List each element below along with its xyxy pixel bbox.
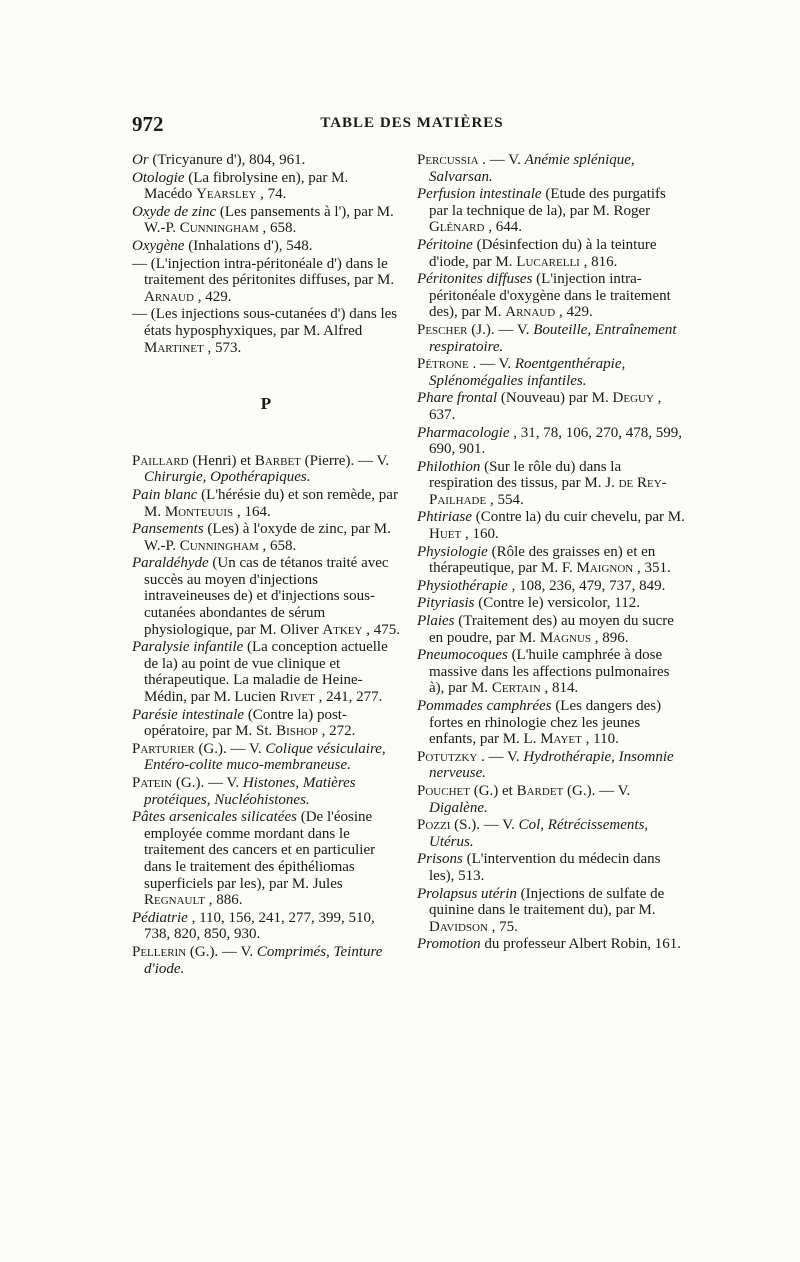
entry-text: . — V. xyxy=(481,748,524,765)
index-entry xyxy=(132,775,400,808)
entry-text: , 644. xyxy=(488,219,522,236)
entry-text: (Les pansements à l'), par M. W.-P. xyxy=(144,203,394,237)
entry-text: (Désinfection du) à la teinture d'iode, par M. xyxy=(429,236,657,270)
index-entry xyxy=(132,521,400,554)
index-column-right xyxy=(417,152,685,954)
entry-term: Colique vésiculaire, Entéro-colite muco-membraneuse. xyxy=(144,740,386,774)
entry-term: Anémie splénique, Salvarsan. xyxy=(429,152,635,185)
entry-text: (S.). — V. xyxy=(454,817,519,834)
entry-text: , 108, 236, 479, 737, 849. xyxy=(511,577,666,594)
author-name: Certain xyxy=(491,680,541,697)
index-entry xyxy=(417,544,685,577)
entry-term: Bouteille, Entraînement respiratoire. xyxy=(429,321,677,355)
entry-text: — (Les injections sous-cutanées d') dans les états hyposphyxiques, par M. Alfred xyxy=(132,306,398,339)
author-name: de Rey-Pailhade xyxy=(429,475,667,508)
entry-term: Phtiriase xyxy=(417,509,472,526)
entry-text: , 110. xyxy=(585,731,619,748)
index-entry xyxy=(417,271,685,321)
entry-text: (Contre la) du cuir chevelu, par M. xyxy=(475,509,685,526)
index-entry xyxy=(132,204,400,237)
entry-text: P xyxy=(260,394,272,414)
entry-text: , 814. xyxy=(544,680,579,697)
entry-term: Comprimés, Teinture d'iode. xyxy=(144,943,383,977)
entry-text: , 573. xyxy=(207,339,242,356)
entry-text: (Les) à l'oxyde de zinc, par M. W.-P. xyxy=(144,521,391,554)
entry-term: Parésie intestinale xyxy=(132,706,245,723)
index-entry xyxy=(132,152,400,169)
entry-term: Promotion xyxy=(417,936,481,953)
entry-text: , 31, 78, 106, 270, 478, 599, 690, 901. xyxy=(429,424,682,458)
entry-text: , 75. xyxy=(491,918,518,935)
entry-text: (G.). — V. xyxy=(175,775,243,791)
entry-text: , 896. xyxy=(594,629,629,646)
entry-term: Paralysie infantile xyxy=(132,639,244,656)
page-number: 972 xyxy=(132,112,164,136)
author-name: Pétrone xyxy=(417,356,469,373)
index-entry xyxy=(417,509,685,542)
entry-term: Physiothérapie xyxy=(417,577,508,594)
author-name: Rivet xyxy=(279,689,315,706)
author-name: Martinet xyxy=(144,339,204,356)
entry-text: , 886. xyxy=(208,892,243,909)
index-entry xyxy=(417,152,685,185)
author-name: Paillard xyxy=(132,452,189,469)
index-entry xyxy=(417,595,685,612)
author-name: Mayet xyxy=(540,731,582,748)
author-name: Huet xyxy=(429,526,462,543)
entry-text: (Contre la) post-opératoire, par M. St. xyxy=(144,706,347,740)
entry-term: Pityriasis xyxy=(417,595,475,612)
entry-text: , 351. xyxy=(637,560,671,577)
index-entry xyxy=(132,707,400,740)
entry-term: Pommades camphrées xyxy=(417,698,552,714)
index-entry xyxy=(417,390,685,423)
entry-text: (La fibrolysine en), par M. Macédo xyxy=(144,169,349,203)
index-column-left xyxy=(132,152,400,978)
author-name: Parturier xyxy=(132,740,195,757)
entry-term: Chirurgie, Opothérapiques. xyxy=(144,469,311,486)
index-entry xyxy=(132,306,400,356)
index-entry xyxy=(417,578,685,595)
author-name: Yearsley xyxy=(196,186,257,203)
index-entry xyxy=(417,698,685,748)
entry-text: (Etude des purgatifs par la technique de la), par M. Roger xyxy=(429,186,666,219)
entry-text: (La conception actuelle de la) au point de vue clinique et thérapeutique. La maladie de Heine-Médin, par M. Lucien xyxy=(144,639,388,706)
section-letter xyxy=(132,396,400,413)
index-entry xyxy=(417,851,685,884)
entry-text: , 429. xyxy=(558,304,593,321)
index-entry xyxy=(132,238,400,255)
author-name: Pozzi xyxy=(417,817,451,834)
entry-text: (G.). — V. xyxy=(198,740,266,757)
entry-term: Prisons xyxy=(417,851,463,868)
entry-term: Péritonites diffuses xyxy=(417,271,533,288)
entry-text: (L'hérésie du) et son remède, par M. xyxy=(144,486,398,520)
author-name: Cunningham xyxy=(179,220,259,237)
entry-text: du professeur Albert Robin, 161. xyxy=(484,936,682,953)
entry-term: Prolapsus utérin xyxy=(417,885,517,902)
entry-term: Otologie xyxy=(132,169,185,186)
entry-term: Col, Rétrécissements, Utérus. xyxy=(429,817,649,850)
entry-text: , 272. xyxy=(321,723,356,740)
index-entry xyxy=(132,453,400,486)
index-entry xyxy=(417,237,685,270)
author-name: Arnaud xyxy=(505,304,556,321)
author-name: Pellerin xyxy=(132,943,187,960)
index-entry xyxy=(132,910,400,943)
entry-term: Perfusion intestinale xyxy=(417,186,542,203)
author-name: Monteuuis xyxy=(164,503,234,520)
entry-text: , 554. xyxy=(489,491,524,508)
entry-text: — (L'injection intra-péritonéale d') dans le traitement des péritonites diffuses, par M. xyxy=(132,255,395,289)
index-entry xyxy=(132,555,400,638)
author-name: Maignon xyxy=(576,560,634,577)
author-name: Cunningham xyxy=(179,537,259,554)
entry-text: (Tricyanure d'), 804, 961. xyxy=(152,152,306,168)
index-entry xyxy=(417,459,685,509)
index-entry xyxy=(417,356,685,389)
entry-text: . — V. xyxy=(472,356,515,373)
index-entry xyxy=(417,886,685,936)
index-entry xyxy=(132,639,400,705)
author-name: Magnus xyxy=(539,629,592,646)
index-entry xyxy=(417,613,685,646)
author-name: Deguy xyxy=(612,390,654,407)
entry-text: (Inhalations d'), 548. xyxy=(188,237,313,254)
author-name: Bardet xyxy=(516,782,564,799)
entry-term: Paraldéhyde xyxy=(132,555,209,572)
index-entry xyxy=(417,749,685,782)
entry-term: Roentgenthérapie, Splénomégalies infantiles. xyxy=(429,356,626,389)
entry-text: (De l'éosine employée comme mordant dans le traitement des cancers et en particulier dans le traitement des épithéliomas superficiels par les), par M. Jules xyxy=(144,809,376,892)
index-entry xyxy=(417,322,685,355)
entry-text: (Contre le) versicolor, 112. xyxy=(478,595,640,612)
author-name: Regnault xyxy=(144,892,205,909)
author-name: Glénard xyxy=(429,219,485,236)
entry-text: (Un cas de tétanos traité avec succès au moyen d'injections intraveineuses de) et d'injections sous-cutanées abondantes de sérum physiologique, par M. Oliver xyxy=(144,555,389,638)
entry-text: (G.). — V. xyxy=(189,943,257,960)
entry-term: Pédiatrie xyxy=(132,909,188,926)
entry-text: . — V. xyxy=(482,152,525,168)
entry-text: (L'intervention du médecin dans les), 513. xyxy=(429,851,661,884)
index-entry xyxy=(417,425,685,458)
entry-term: Plaies xyxy=(417,613,455,630)
page-header xyxy=(132,112,692,140)
entry-text: (G.). — V. xyxy=(567,782,631,799)
entry-term: Phare frontal xyxy=(417,390,498,407)
entry-text: (L'huile camphrée à dose massive dans les affections pulmonaires à), par M. xyxy=(429,647,670,697)
entry-text: , 164. xyxy=(236,503,271,520)
author-name: Pouchet xyxy=(417,782,470,799)
entry-text: , 429. xyxy=(197,288,232,305)
entry-text: (Nouveau) par M. xyxy=(500,390,613,407)
entry-text: (Injections de sulfate de quinine dans le traitement du), par M. xyxy=(429,885,665,919)
entry-term: Physiologie xyxy=(417,543,488,560)
index-entry xyxy=(417,783,685,816)
entry-text: , 110, 156, 241, 277, 399, 510, 738, 820, 850, 930. xyxy=(144,909,375,943)
author-name: Davidson xyxy=(429,918,488,935)
index-entry xyxy=(132,256,400,306)
entry-text: , 160. xyxy=(464,526,499,543)
index-entry xyxy=(417,817,685,850)
author-name: Patein xyxy=(132,775,173,791)
entry-text: , 637. xyxy=(429,390,662,423)
index-entry xyxy=(132,487,400,520)
entry-text: , 74. xyxy=(260,186,287,203)
entry-term: Or xyxy=(132,152,149,168)
author-name: Arnaud xyxy=(144,288,194,305)
index-entry xyxy=(132,170,400,203)
author-name: Bishop xyxy=(276,723,318,740)
entry-term: Péritoine xyxy=(417,236,473,253)
entry-term: Oxyde de zinc xyxy=(132,203,217,220)
author-name: Pescher xyxy=(417,321,468,338)
entry-text: (Traitement des) au moyen du sucre en poudre, par M. xyxy=(429,613,674,646)
entry-term: Pâtes arsenicales silicatées xyxy=(132,809,297,826)
entry-term: Philothion xyxy=(417,458,481,475)
entry-text: (Sur le rôle du) dans la respiration des tissus, par M. J. xyxy=(429,458,622,492)
entry-text: , 475. xyxy=(366,621,400,638)
entry-text: (Henri) et xyxy=(192,452,255,469)
author-name: Percussia xyxy=(417,152,479,168)
author-name: Lucarelli xyxy=(516,253,580,270)
author-name: Barbet xyxy=(254,452,301,469)
entry-term: Oxygène xyxy=(132,237,185,254)
entry-term: Hydrothérapie, Insomnie nerveuse. xyxy=(429,748,674,782)
entry-text: (J.). — V. xyxy=(471,321,534,338)
entry-term: Pharmacologie xyxy=(417,424,510,441)
entry-text: (Les dangers des) fortes en rhinologie chez les jeunes enfants, par M. L. xyxy=(429,698,662,748)
entry-term: Histones, Matières protéiques, Nucléohistones. xyxy=(144,775,356,808)
running-title: TABLE DES MATIÈRES xyxy=(320,115,504,131)
entry-text: , 658. xyxy=(262,537,297,554)
entry-text: (G.) et xyxy=(473,782,517,799)
index-entry xyxy=(132,809,400,909)
index-entry xyxy=(132,944,400,977)
author-name: Atkey xyxy=(322,621,363,638)
entry-text: , 241, 277. xyxy=(318,689,383,706)
entry-term: Digalène. xyxy=(429,799,488,816)
entry-text: , 658. xyxy=(262,220,297,237)
entry-term: Pansements xyxy=(132,521,204,538)
author-name: Potutzky xyxy=(417,748,478,765)
entry-text: (Rôle des graisses en) et en thérapeutique, par M. F. xyxy=(429,543,656,577)
entry-text: (L'injection intra-péritonéale d'oxygène dans le traitement des), par M. xyxy=(429,271,671,321)
entry-text: (Pierre). — V. xyxy=(304,452,390,469)
index-entry xyxy=(417,186,685,236)
entry-text: , 816. xyxy=(583,253,618,270)
index-entry xyxy=(417,936,685,953)
index-entry xyxy=(132,741,400,774)
entry-term: Pain blanc xyxy=(132,486,198,503)
index-entry xyxy=(417,647,685,697)
entry-term: Pneumocoques xyxy=(417,647,508,664)
